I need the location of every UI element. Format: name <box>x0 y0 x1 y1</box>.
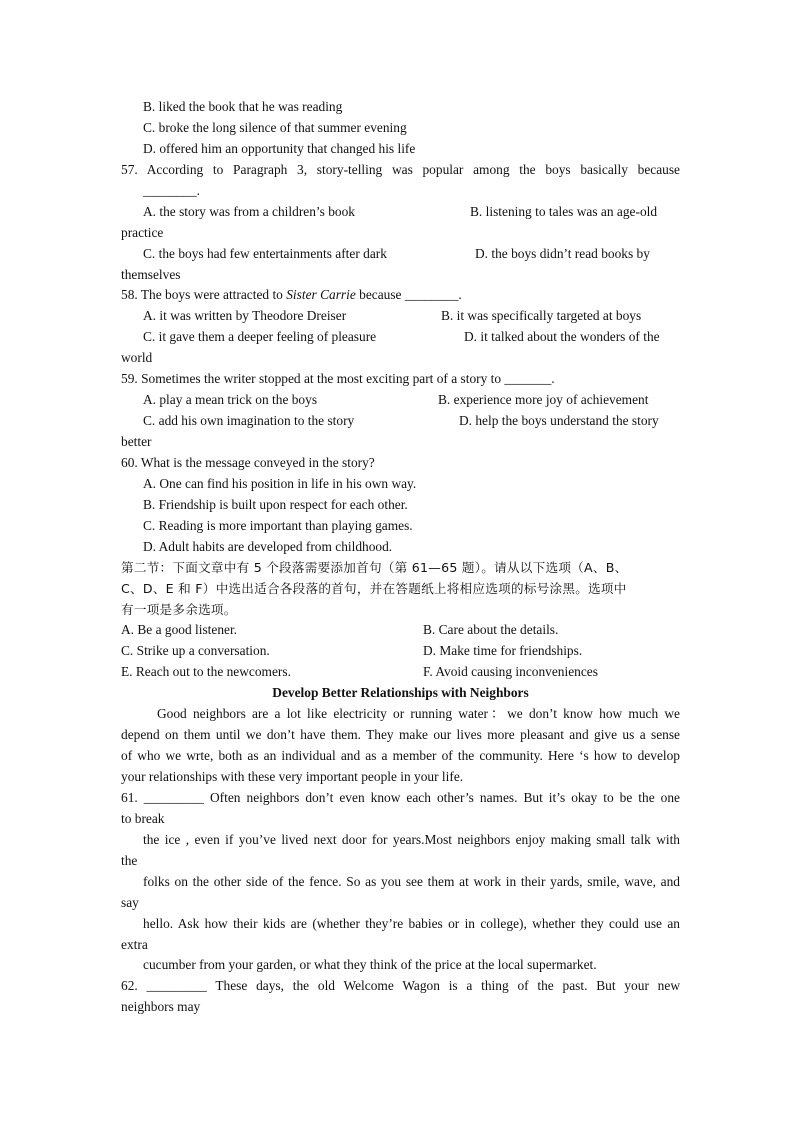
q57-blank: ________. <box>143 182 200 198</box>
q60-option-a: A. One can find his position in life in his own way. <box>143 475 417 491</box>
section2-instructions-2: C、D、E 和 F）中选出适合各段落的首句，并在答题纸上将相应选项的标号涂黑。选项中 <box>121 580 627 596</box>
q58-option-c: C. it gave them a deeper feeling of pleasure <box>143 329 377 345</box>
article-intro-line-1: Good neighbors are a lot like electricity or running water：we don’t know how much we <box>157 706 680 722</box>
p61-line-5: cucumber from your garden, or what they think of the price at the local supermarket. <box>143 957 597 973</box>
p62-line-1-wrap: neighbors may <box>121 999 201 1015</box>
p61-line-4-wrap: extra <box>121 936 148 952</box>
q58-option-d-wrap: world <box>121 350 153 366</box>
q58-option-row-cd <box>121 327 680 348</box>
p61-line-3: folks on the other side of the fence. So as you see them at work in their yards, smile, wave, and <box>143 873 680 889</box>
p61-line-2-wrap: the <box>121 852 138 868</box>
article-intro-line-2: depend on them until we don’t have them. They make our lives more pleasant and give us a sense <box>121 727 680 743</box>
q59-option-a: A. play a mean trick on the boys <box>143 392 318 408</box>
q59-stem: 59. Sometimes the writer stopped at the most exciting part of a story to _______. <box>121 371 555 387</box>
q57-option-c: C. the boys had few entertainments after dark <box>143 245 387 261</box>
option-a: A. Be a good listener. <box>121 622 238 638</box>
q57-option-a: A. the story was from a children’s book <box>143 203 355 219</box>
article-intro-line-4: your relationships with these very important people in your life. <box>121 769 464 784</box>
p61-line-2: the ice , even if you’ve lived next door for years.Most neighbors enjoy making small talk with <box>143 831 680 847</box>
book-title: Sister Carrie <box>286 287 356 303</box>
section2-instructions-3: 有一项是多余选项。 <box>121 601 237 617</box>
q57-stem: 57. According to Paragraph 3, story-telling was popular among the boys basically because <box>121 161 680 177</box>
option-e: E. Reach out to the newcomers. <box>121 664 291 680</box>
q57-option-d: D. the boys didn’t read books by <box>475 245 650 261</box>
q59-option-row-ab <box>121 390 680 411</box>
options-row-ab <box>121 620 680 641</box>
q59-option-d-wrap: better <box>121 434 152 449</box>
q56-option-d: D. offered him an opportunity that changed his life <box>143 140 416 156</box>
q58-stem: 58. The boys were attracted to Sister Carrie because ________. <box>121 287 462 303</box>
q59-option-d: D. help the boys understand the story <box>459 413 659 429</box>
q59-option-b: B. experience more joy of achievement <box>438 392 649 408</box>
q60-option-c: C. Reading is more important than playing games. <box>143 517 413 533</box>
q58-option-d: D. it talked about the wonders of the <box>464 329 660 345</box>
q56-option-c: C. broke the long silence of that summer evening <box>143 119 407 135</box>
q58-option-b: B. it was specifically targeted at boys <box>441 308 642 324</box>
option-d: D. Make time for friendships. <box>423 643 583 659</box>
options-row-cd <box>121 641 680 662</box>
p62-line-1: 62. _________ These days, the old Welcome Wagon is a thing of the past. But your new <box>121 978 680 994</box>
p61-line-1-wrap: to break <box>121 810 165 826</box>
option-b: B. Care about the details. <box>423 622 559 638</box>
q59-option-row-cd <box>121 411 680 432</box>
q58-option-a: A. it was written by Theodore Dreiser <box>143 308 347 324</box>
q58-option-row-ab <box>121 306 680 327</box>
q57-option-b-wrap: practice <box>121 224 164 240</box>
section2-instructions-1: 第二节：下面文章中有 5 个段落需要添加首句（第 61—65 题）。请从以下选项（A、B、 <box>121 559 628 575</box>
p61-line-3-wrap: say <box>121 894 139 910</box>
q57-option-b: B. listening to tales was an age-old <box>470 203 658 219</box>
q60-option-d: D. Adult habits are developed from childhood. <box>143 538 393 554</box>
q57-option-row-ab <box>121 202 680 223</box>
p61-line-1: 61. _________ Often neighbors don’t even know each other’s names. But it’s okay to be the one <box>121 789 680 805</box>
q60-stem: 60. What is the message conveyed in the story? <box>121 454 375 470</box>
article-intro-line-3: of who we wrte, both as an individual and as a member of the community. Here ‘s how to develop <box>121 748 680 764</box>
q60-option-b: B. Friendship is built upon respect for each other. <box>143 496 408 512</box>
q57-option-d-wrap: themselves <box>121 266 181 282</box>
article-title: Develop Better Relationships with Neighbors <box>272 685 529 701</box>
p61-line-4: hello. Ask how their kids are (whether they’re babies or in college), whether they could use an <box>143 915 680 931</box>
q59-option-c: C. add his own imagination to the story <box>143 413 355 429</box>
q56-option-b: B. liked the book that he was reading <box>143 99 343 114</box>
option-c: C. Strike up a conversation. <box>121 643 270 659</box>
option-f: F. Avoid causing inconveniences <box>423 664 598 680</box>
q57-option-row-cd <box>121 244 680 265</box>
options-row-ef <box>121 662 680 683</box>
